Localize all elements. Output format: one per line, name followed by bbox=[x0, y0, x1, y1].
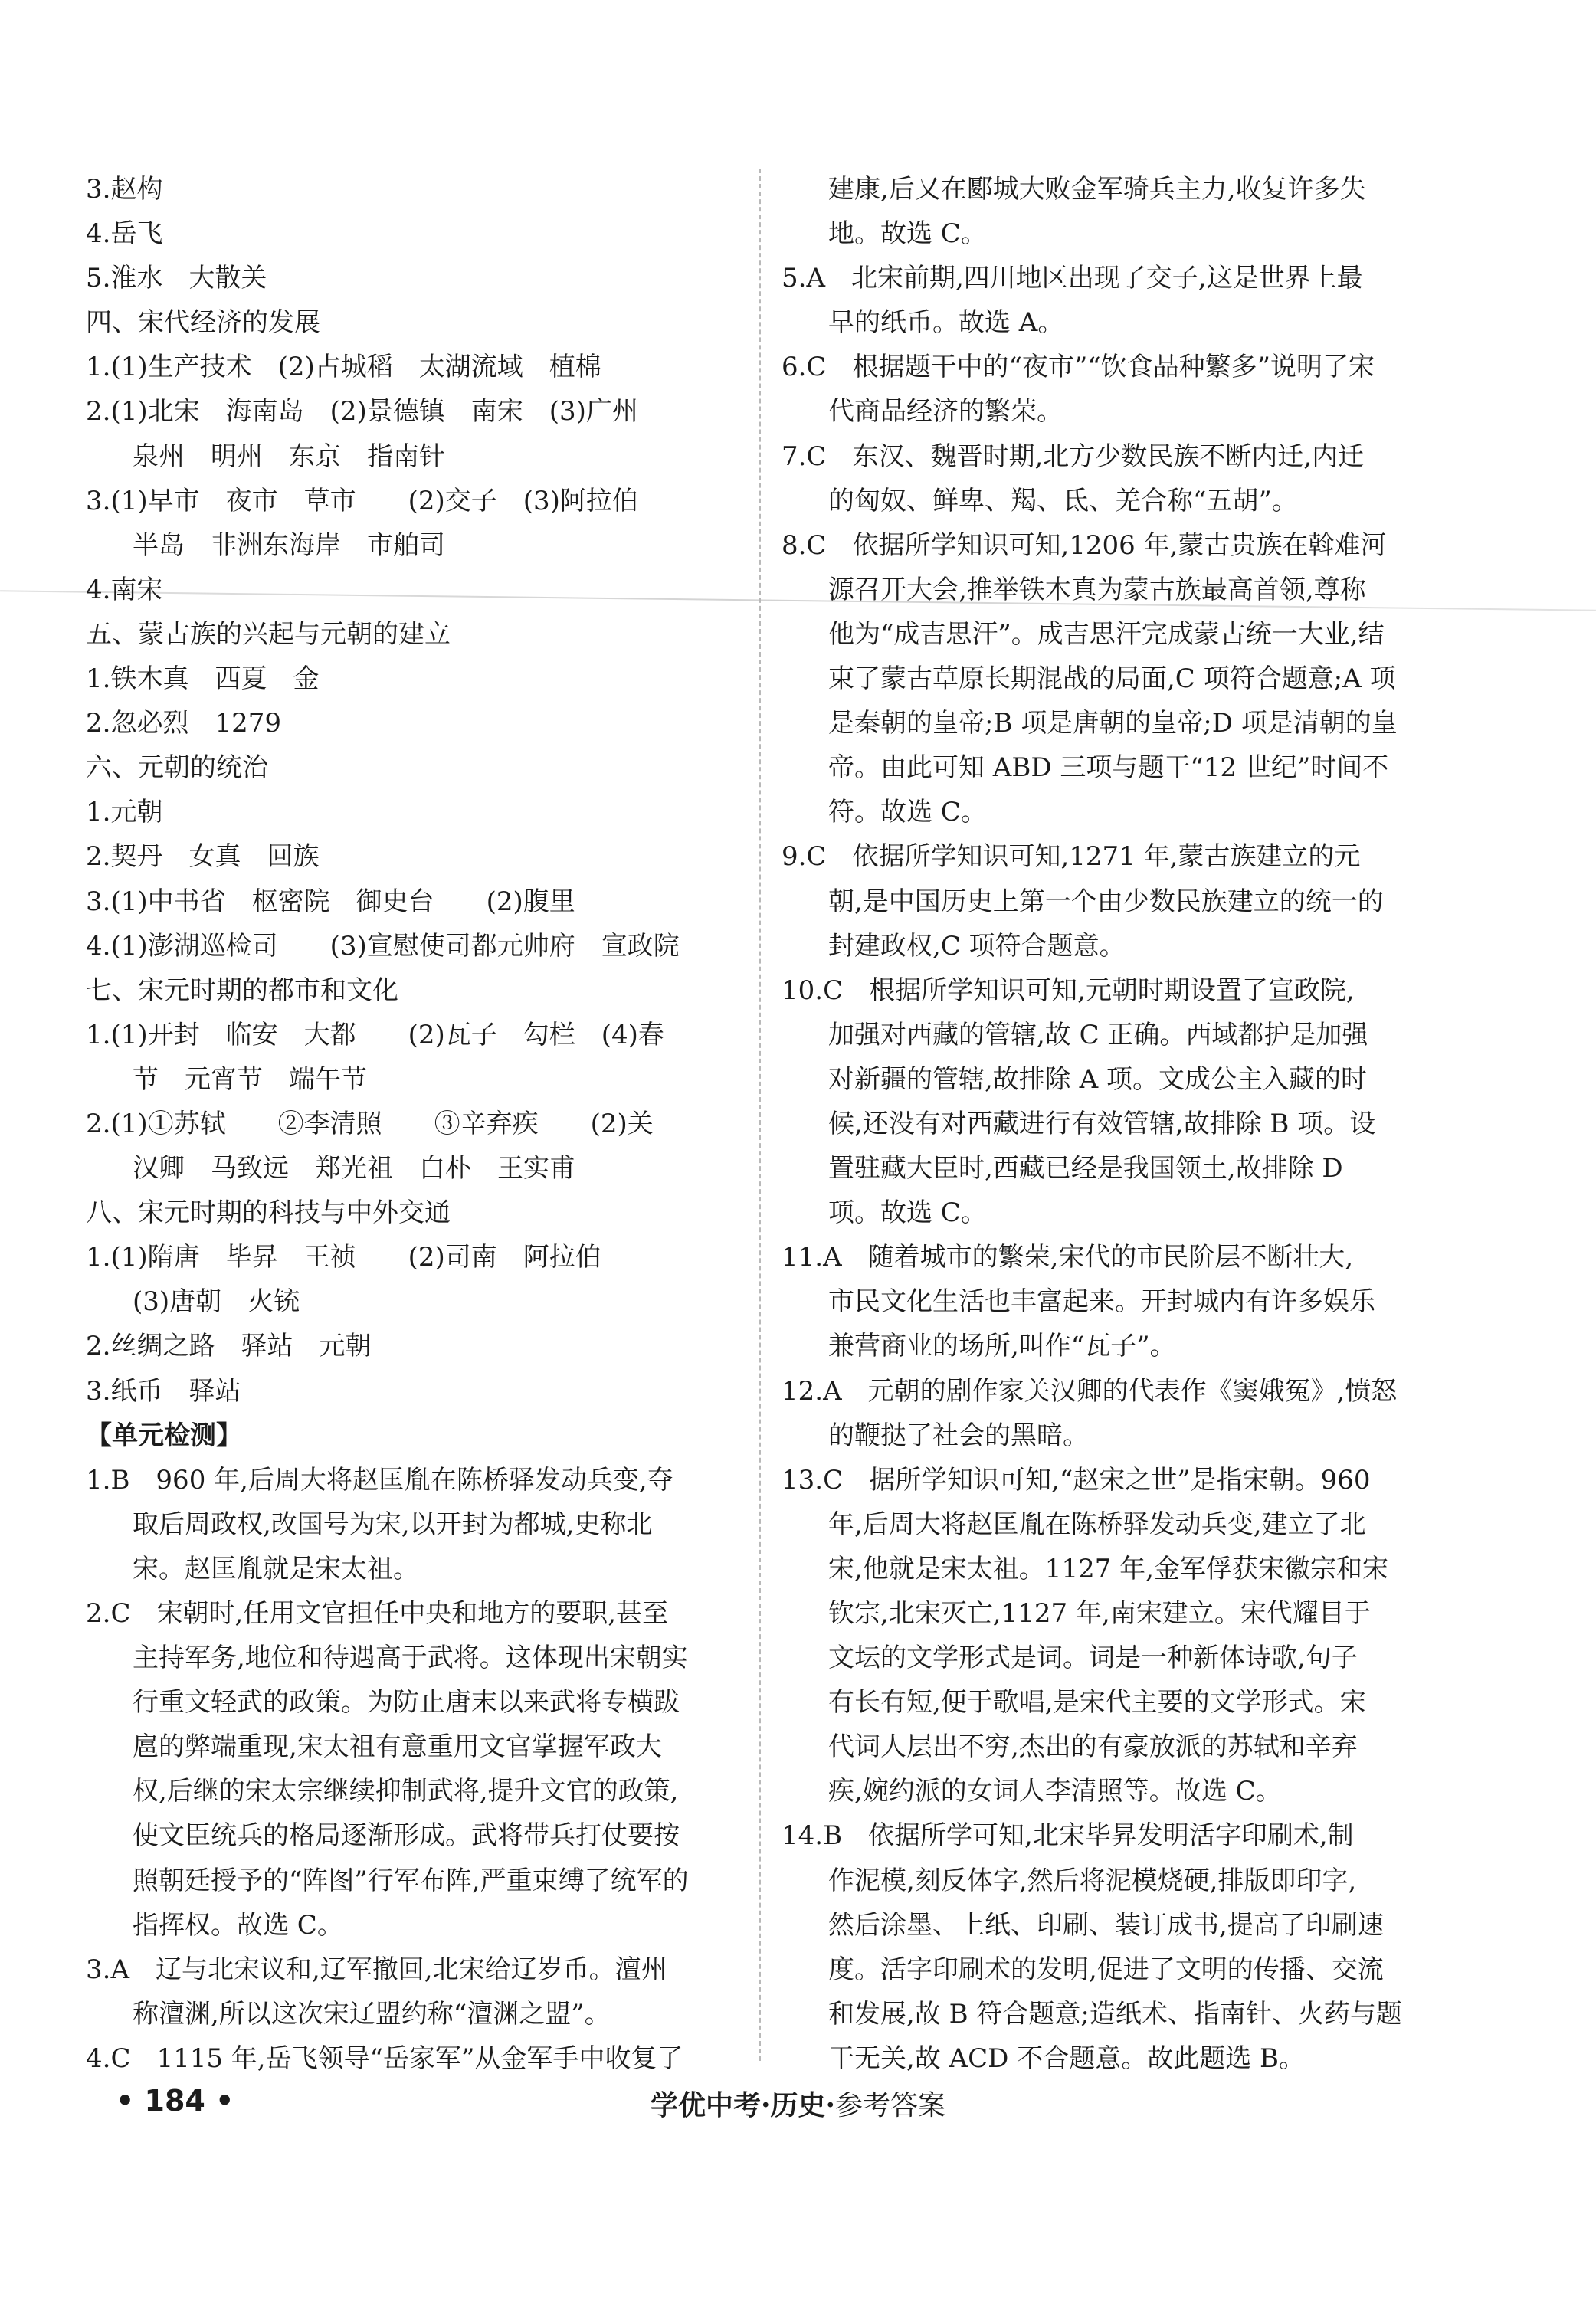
answer-line: 和发展,故 B 符合题意;造纸术、指南针、火药与题 bbox=[828, 1998, 1402, 2029]
book-title bbox=[0, 2084, 1596, 2123]
answer-line: 3.(1)中书省 枢密院 御史台 (2)腹里 bbox=[86, 886, 575, 917]
answer-line: 1.(1)开封 临安 大都 (2)瓦子 勾栏 (4)春 bbox=[86, 1019, 664, 1050]
answer-line: 称澶渊,所以这次宋辽盟约称“澶渊之盟”。 bbox=[133, 1998, 611, 2029]
answer-line: 4.C 1115 年,岳飞领导“岳家军”从金军手中收复了 bbox=[86, 2043, 683, 2074]
answer-line: 10.C 根据所学知识可知,元朝时期设置了宣政院, bbox=[782, 975, 1355, 1006]
answer-line: 1.B 960 年,后周大将赵匡胤在陈桥驿发动兵变,夺 bbox=[86, 1464, 673, 1495]
answer-line: 1.元朝 bbox=[86, 797, 163, 828]
answer-line: 度。活字印刷术的发明,促进了文明的传播、交流 bbox=[828, 1954, 1384, 1985]
answer-line: 有长有短,便于歌唱,是宋代主要的文学形式。宋 bbox=[828, 1687, 1366, 1718]
answer-line: 行重文轻武的政策。为防止唐末以来武将专横跋 bbox=[133, 1687, 680, 1718]
answer-line: 宋,他就是宋太祖。1127 年,金军俘获宋徽宗和宋 bbox=[828, 1553, 1388, 1584]
answer-line: 宋。赵匡胤就是宋太祖。 bbox=[133, 1553, 419, 1584]
answer-line: 钦宗,北宋灭亡,1127 年,南宋建立。宋代耀目于 bbox=[828, 1598, 1371, 1629]
answer-line: 帝。由此可知 ABD 三项与题干“12 世纪”时间不 bbox=[828, 752, 1389, 784]
answer-line: 9.C 依据所学知识可知,1271 年,蒙古族建立的元 bbox=[782, 841, 1361, 873]
answer-line: 1.(1)生产技术 (2)占城稻 太湖流域 植棉 bbox=[86, 352, 601, 383]
answer-line: 2.契丹 女真 回族 bbox=[86, 841, 320, 873]
answer-line: 源召开大会,推举铁木真为蒙古族最高首领,尊称 bbox=[828, 574, 1366, 605]
answer-line: 是秦朝的皇帝;B 项是唐朝的皇帝;D 项是清朝的皇 bbox=[828, 708, 1398, 739]
section-heading: 六、元朝的统治 bbox=[86, 752, 268, 784]
answer-line: 疾,婉约派的女词人李清照等。故选 C。 bbox=[828, 1776, 1282, 1807]
answer-line: 置驻藏大臣时,西藏已经是我国领土,故排除 D bbox=[828, 1153, 1343, 1184]
answer-line: 市民文化生活也丰富起来。开封城内有许多娱乐 bbox=[828, 1286, 1375, 1318]
answer-line: 代商品经济的繁荣。 bbox=[828, 396, 1063, 428]
answer-line: 3.赵构 bbox=[86, 174, 163, 205]
answer-line: 14.B 依据所学可知,北宋毕昇发明活字印刷术,制 bbox=[782, 1820, 1354, 1852]
answer-line: 符。故选 C。 bbox=[828, 797, 987, 828]
answer-line: 的鞭挞了社会的黑暗。 bbox=[828, 1420, 1089, 1451]
answer-line: 加强对西藏的管辖,故 C 正确。西域都护是加强 bbox=[828, 1019, 1368, 1050]
answer-line: 文坛的文学形式是词。词是一种新体诗歌,句子 bbox=[828, 1643, 1358, 1674]
page-number: • 184 • bbox=[116, 2084, 234, 2118]
answer-line: 指挥权。故选 C。 bbox=[133, 1909, 343, 1941]
answer-line: 封建政权,C 项符合题意。 bbox=[828, 930, 1126, 961]
answer-line: 对新疆的管辖,故排除 A 项。文成公主入藏的时 bbox=[828, 1063, 1367, 1095]
answer-line: 11.A 随着城市的繁荣,宋代的市民阶层不断壮大, bbox=[782, 1242, 1354, 1273]
answer-line: 2.丝绸之路 驿站 元朝 bbox=[86, 1331, 372, 1362]
answer-line: 取后周政权,改国号为宋,以开封为都城,史称北 bbox=[133, 1509, 653, 1540]
answer-line: 朝,是中国历史上第一个由少数民族建立的统一的 bbox=[828, 886, 1384, 917]
answer-line: 3.(1)早市 夜市 草市 (2)交子 (3)阿拉伯 bbox=[86, 485, 638, 516]
answer-line: 5.A 北宋前期,四川地区出现了交子,这是世界上最 bbox=[782, 263, 1363, 294]
answer-line: 7.C 东汉、魏晋时期,北方少数民族不断内迁,内迁 bbox=[782, 441, 1365, 472]
answer-line: 12.A 元朝的剧作家关汉卿的代表作《窦娥冤》,愤怒 bbox=[782, 1375, 1398, 1407]
answer-line: 年,后周大将赵匡胤在陈桥驿发动兵变,建立了北 bbox=[828, 1509, 1366, 1540]
right-column bbox=[782, 167, 1427, 2081]
answer-line: 代词人层出不穷,杰出的有豪放派的苏轼和辛弃 bbox=[828, 1731, 1358, 1763]
answer-line: 13.C 据所学知识可知,“赵宋之世”是指宋朝。960 bbox=[782, 1464, 1371, 1495]
answer-line: 3.纸币 驿站 bbox=[86, 1375, 241, 1407]
answer-line: 2.忽必烈 1279 bbox=[86, 708, 281, 739]
book-title-sub: 参考答案 bbox=[835, 2090, 946, 2121]
answer-line: 兼营商业的场所,叫作“瓦子”。 bbox=[828, 1331, 1176, 1362]
answer-line: 8.C 依据所学知识可知,1206 年,蒙古贵族在斡难河 bbox=[782, 529, 1387, 561]
answer-line: 6.C 根据题干中的“夜市”“饮食品种繁多”说明了宋 bbox=[782, 352, 1375, 383]
answer-line: 节 元宵节 端午节 bbox=[133, 1063, 367, 1095]
answer-line: 束了蒙古草原长期混战的局面,C 项符合题意;A 项 bbox=[828, 663, 1396, 695]
answer-line: 地。故选 C。 bbox=[828, 218, 987, 250]
answer-line: 权,后继的宋太宗继续抑制武将,提升文官的政策, bbox=[133, 1776, 679, 1807]
answer-line: 2.(1)北宋 海南岛 (2)景德镇 南宋 (3)广州 bbox=[86, 396, 638, 428]
column-divider bbox=[759, 169, 761, 2061]
answer-line: 他为“成吉思汗”。成吉思汗完成蒙古统一大业,结 bbox=[828, 618, 1385, 650]
answer-line: 泉州 明州 东京 指南针 bbox=[133, 441, 445, 472]
answer-line: 照朝廷授予的“阵图”行军布阵,严重束缚了统军的 bbox=[133, 1865, 689, 1896]
section-heading: 五、蒙古族的兴起与元朝的建立 bbox=[86, 618, 451, 650]
book-title-main: 学优中考·历史· bbox=[650, 2089, 836, 2121]
answer-line: 扈的弊端重现,宋太祖有意重用文官掌握军政大 bbox=[133, 1731, 662, 1763]
answer-line: 1.(1)隋唐 毕昇 王祯 (2)司南 阿拉伯 bbox=[86, 1242, 601, 1273]
unit-test-heading: 【单元检测】 bbox=[86, 1420, 242, 1451]
answer-line: 项。故选 C。 bbox=[828, 1197, 987, 1229]
section-heading: 八、宋元时期的科技与中外交通 bbox=[86, 1197, 451, 1229]
answer-line: 然后涂墨、上纸、印刷、装订成书,提高了印刷速 bbox=[828, 1909, 1384, 1941]
section-heading: 四、宋代经济的发展 bbox=[86, 307, 320, 339]
answer-line: 的匈奴、鲜卑、羯、氐、羌合称“五胡”。 bbox=[828, 485, 1298, 516]
answer-line: 2.C 宋朝时,任用文官担任中央和地方的要职,甚至 bbox=[86, 1598, 669, 1629]
answer-line: 4.南宋 bbox=[86, 574, 163, 605]
answer-line: 2.(1)①苏轼 ②李清照 ③辛弃疾 (2)关 bbox=[86, 1108, 654, 1139]
answer-line: 建康,后又在郾城大败金军骑兵主力,收复许多失 bbox=[828, 174, 1366, 205]
answer-line: (3)唐朝 火铳 bbox=[133, 1286, 300, 1318]
section-heading: 七、宋元时期的都市和文化 bbox=[86, 975, 398, 1006]
answer-line: 5.淮水 大散关 bbox=[86, 263, 267, 294]
answer-line: 3.A 辽与北宋议和,辽军撤回,北宋给辽岁币。澶州 bbox=[86, 1954, 667, 1985]
answer-line: 候,还没有对西藏进行有效管辖,故排除 B 项。设 bbox=[828, 1108, 1376, 1139]
answer-line: 干无关,故 ACD 不合题意。故此题选 B。 bbox=[828, 2043, 1306, 2074]
left-column bbox=[86, 167, 743, 2081]
answer-line: 早的纸币。故选 A。 bbox=[828, 307, 1064, 339]
answer-line: 4.(1)澎湖巡检司 (3)宣慰使司都元帅府 宣政院 bbox=[86, 930, 680, 961]
answer-line: 作泥模,刻反体字,然后将泥模烧硬,排版即印字, bbox=[828, 1865, 1357, 1896]
answer-line: 使文臣统兵的格局逐渐形成。武将带兵打仗要按 bbox=[133, 1820, 680, 1852]
answer-line: 半岛 非洲东海岸 市舶司 bbox=[133, 529, 445, 561]
answer-line: 4.岳飞 bbox=[86, 218, 163, 250]
answer-line: 汉卿 马致远 郑光祖 白朴 王实甫 bbox=[133, 1153, 575, 1184]
answer-line: 主持军务,地位和待遇高于武将。这体现出宋朝实 bbox=[133, 1643, 688, 1674]
answer-line: 1.铁木真 西夏 金 bbox=[86, 663, 320, 695]
page-footer bbox=[0, 2084, 1596, 2130]
